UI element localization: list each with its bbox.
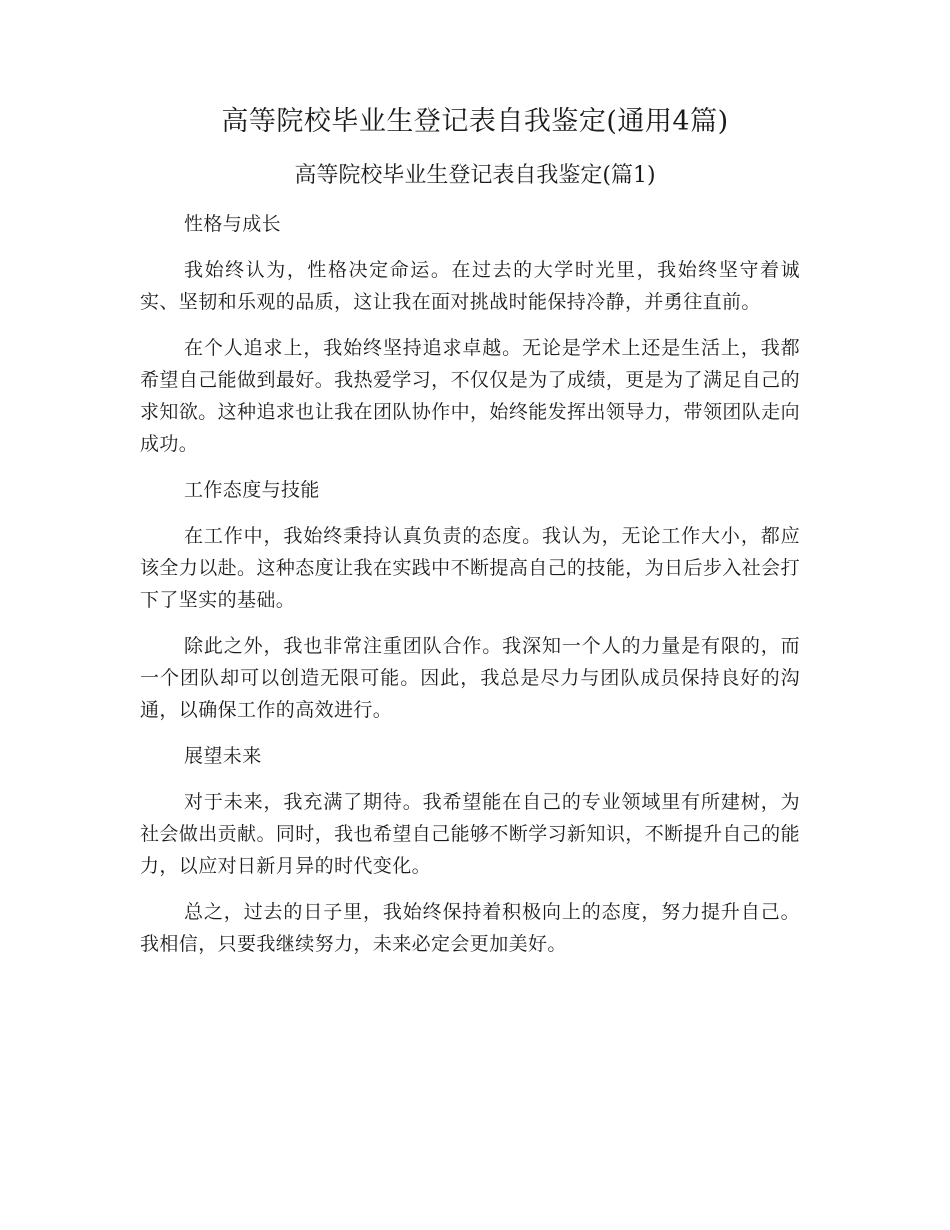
document-subtitle: 高等院校毕业生登记表自我鉴定(篇1) — [294, 163, 656, 188]
paragraph: 我始终认为，性格决定命运。在过去的大学时光里，我始终坚守着诚实、坚韧和乐观的品质，这让我在面对挑战时能保持冷静，并勇往直前。 — [140, 259, 800, 313]
paragraph: 总之，过去的日子里，我始终保持着积极向上的态度，努力提升自己。我相信，只要我继续努力，未来必定会更加美好。 — [140, 901, 800, 955]
section-heading-character: 性格与成长 — [184, 213, 282, 235]
section-heading-work: 工作态度与技能 — [184, 479, 320, 501]
paragraph: 对于未来，我充满了期待。我希望能在自己的专业领域里有所建树，为社会做出贡献。同时，我也希望自己能够不断学习新知识，不断提升自己的能力，以应对日新月异的时代变化。 — [140, 791, 800, 877]
document-body — [140, 208, 800, 974]
paragraph: 除此之外，我也非常注重团队合作。我深知一个人的力量是有限的，而一个团队却可以创造无限可能。因此，我总是尽力与团队成员保持良好的沟通，以确保工作的高效进行。 — [140, 635, 800, 721]
paragraph: 在个人追求上，我始终坚持追求卓越。无论是学术上还是生活上，我都希望自己能做到最好。我热爱学习，不仅仅是为了成绩，更是为了满足自己的求知欲。这种追求也让我在团队协作中，始终能发挥出领导力，带领团队走向成功。 — [140, 337, 800, 455]
paragraph: 在工作中，我始终秉持认真负责的态度。我认为，无论工作大小，都应该全力以赴。这种态度让我在实践中不断提高自己的技能，为日后步入社会打下了坚实的基础。 — [140, 525, 800, 611]
document-title: 高等院校毕业生登记表自我鉴定(通用4篇) — [221, 106, 729, 137]
section-heading-future: 展望未来 — [184, 745, 262, 767]
